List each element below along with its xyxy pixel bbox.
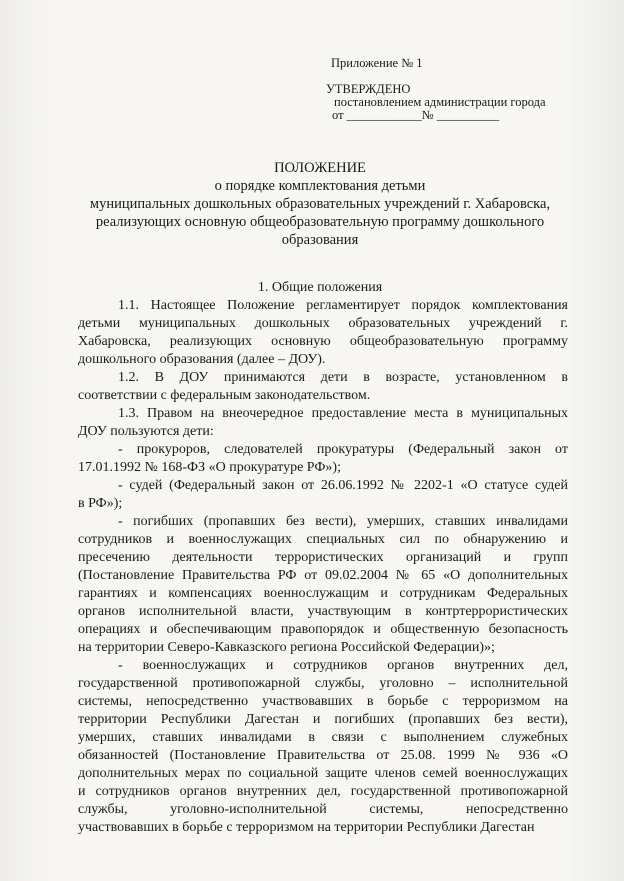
body-line: на территории Северо-Кавказского региона Российской Федерации)»; bbox=[78, 640, 495, 655]
body-line: обязанностей (Постановление Правительства от 25.08. 1999 № 936 «О bbox=[78, 748, 568, 763]
body-line: в РФ»); bbox=[78, 496, 123, 511]
title-line: о порядке комплектования детьми bbox=[214, 178, 426, 194]
body-line: государственной противопожарной службы, уголовно – исполнительной bbox=[78, 676, 568, 691]
body-line: участвовавших в борьбе с терроризмом на территории Республики Дагестан bbox=[78, 820, 535, 835]
body-line: пресечению деятельности террористических организаций и групп bbox=[78, 550, 568, 565]
body-line: - военнослужащих и сотрудников органов внутренних дел, bbox=[118, 658, 568, 673]
body-line: системы, непосредственно участвовавших в борьбе с терроризмом на bbox=[78, 694, 568, 709]
body-line: 1.1. Настоящее Положение регламентирует порядок комплектования bbox=[118, 298, 568, 313]
body-line: умерших, ставших инвалидами в связи с выполнением служебных bbox=[78, 730, 568, 745]
body-line: дополнительных мерах по социальной защите членов семей военнослужащих bbox=[78, 766, 568, 781]
body-line: органов исполнительной власти, участвующим в контртеррористических bbox=[78, 604, 568, 619]
section-heading: 1. Общие положения bbox=[257, 280, 383, 295]
document-title: ПОЛОЖЕНИЕ bbox=[274, 160, 366, 176]
body-line: - прокуроров, следователей прокуратуры (Федеральный закон от bbox=[118, 442, 568, 457]
body-line: (Постановление Правительства РФ от 09.02.2004 № 65 «О дополнительных bbox=[78, 568, 568, 583]
body-line: ДОУ пользуются дети: bbox=[78, 424, 214, 439]
title-line: реализующих основную общеобразовательную программу дошкольного bbox=[95, 214, 545, 230]
appendix-label: Приложение № 1 bbox=[331, 56, 423, 70]
body-line: - судей (Федеральный закон от 26.06.1992 № 2202-1 «О статусе судей bbox=[118, 478, 568, 493]
body-line: операциях и обеспечивающим правопорядок и общественную безопасность bbox=[78, 622, 568, 637]
body-line: 17.01.1992 № 168-ФЗ «О прокуратуре РФ»); bbox=[78, 460, 341, 475]
body-line: - погибших (пропавших без вести), умерших, ставших инвалидами bbox=[118, 514, 568, 529]
approved-label: УТВЕРЖДЕНО bbox=[326, 82, 411, 96]
body-line: 1.2. В ДОУ принимаются дети в возрасте, установленном в bbox=[118, 370, 568, 385]
body-line: дошкольного образования (далее – ДОУ). bbox=[78, 352, 326, 367]
body-line: соответствии с федеральным законодательством. bbox=[78, 388, 371, 403]
body-line: гарантиях и компенсациях военнослужащим и сотрудникам Федеральных bbox=[78, 586, 568, 601]
body-line: службы, уголовно-исполнительной системы, непосредственно bbox=[78, 802, 568, 817]
body-line: и сотрудников органов внутренних дел, государственной противопожарной bbox=[78, 784, 568, 799]
date-number-line: от ____________№ __________ bbox=[332, 108, 500, 122]
decree-label: постановлением администрации города bbox=[334, 95, 546, 109]
title-line: муниципальных дошкольных образовательных учреждений г. Хабаровска, bbox=[89, 196, 551, 212]
body-line: детьми муниципальных дошкольных образовательных учреждений г. bbox=[78, 316, 568, 331]
body-line: сотрудников и военнослужащих специальных сил по обнаружению и bbox=[78, 532, 568, 547]
body-line: Хабаровска, реализующих основную общеобразовательную программу bbox=[78, 334, 568, 349]
body-line: 1.3. Правом на внеочередное предоставление места в муниципальных bbox=[118, 406, 568, 421]
body-line: территории Республики Дагестан и погибших (пропавших без вести), bbox=[78, 712, 568, 727]
title-line: образования bbox=[281, 232, 359, 248]
